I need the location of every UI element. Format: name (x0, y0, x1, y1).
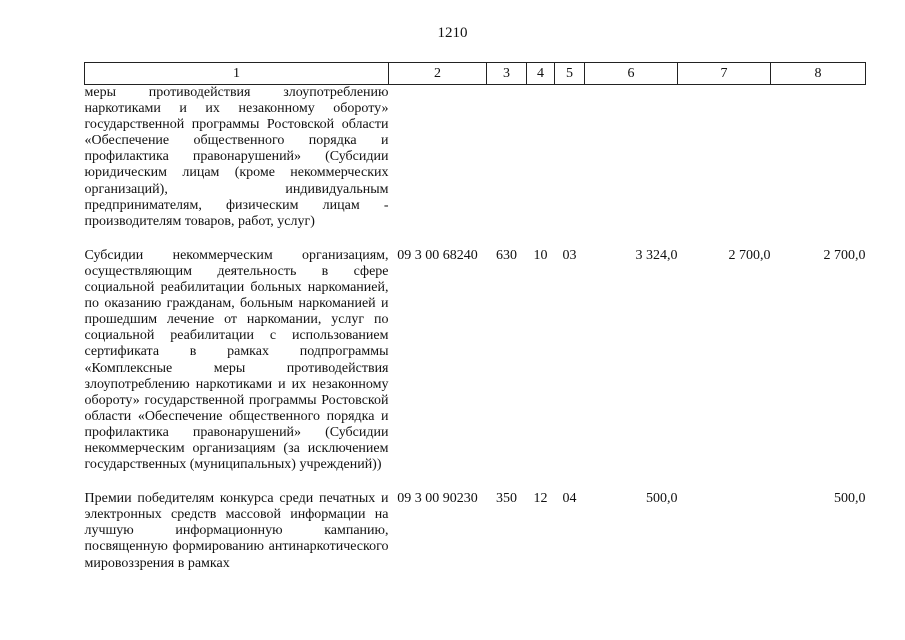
column-header-8: 8 (771, 63, 866, 85)
row-subsection (555, 85, 585, 239)
row-amount-year-2: 2 700,0 (728, 247, 771, 263)
row-description: Субсидии некоммерческим организациям, осуществляющим деятельность в сфере социальной реабилитации больных наркоманией, по оказанию гражданам, больным наркоманией и прошедшим лечение от наркомании, услуг по социальной реабилитации с использованием сертификата в рамках подпрограммы «Комплексные меры противодействия злоупотреблению наркотиками и их незаконному обороту» государственной программы Ростовской области «Обеспечение общественного порядка и профилактика правонарушений» (Субсидии некоммерческим организациям (за исключением государственных (муниципальных) учреждений)) (84, 247, 389, 473)
row-target-code (389, 85, 487, 239)
row-amount-year-3 (771, 85, 866, 239)
row-expense-type (487, 85, 527, 239)
row-subsection: 04 (562, 491, 577, 507)
row-expense-type: 630 (496, 247, 517, 263)
row-amount-year-3: 500,0 (834, 491, 866, 507)
column-number-header-row (85, 63, 866, 85)
column-header-6: 6 (585, 63, 678, 85)
column-header-1: 1 (85, 63, 389, 85)
row-description: меры противодействия злоупотреблению наркотиками и их незаконному обороту» государственной программы Ростовской области «Обеспечение общественного порядка и профилактика правонарушений» (Субсидии юридическим лицам (кроме некоммерческих организаций), индивидуальным предпринимателям, физическим лицам - производителям товаров, работ, услуг) (84, 85, 389, 229)
row-subsection: 03 (562, 247, 577, 263)
column-header-7: 7 (678, 63, 771, 85)
row-amount-year-2 (678, 85, 771, 239)
row-expense-type: 350 (496, 491, 517, 507)
column-header-2: 2 (389, 63, 487, 85)
table-row (85, 482, 866, 571)
budget-table (84, 62, 866, 572)
row-amount-year-1: 3 324,0 (635, 247, 678, 263)
row-section: 10 (533, 247, 548, 263)
column-header-4: 4 (527, 63, 555, 85)
table-row (85, 239, 866, 482)
row-amount-year-3: 2 700,0 (823, 247, 866, 263)
column-header-3: 3 (487, 63, 527, 85)
row-amount-year-1: 500,0 (646, 491, 678, 507)
row-section: 12 (533, 491, 548, 507)
row-amount-year-1 (585, 85, 678, 239)
column-header-5: 5 (555, 63, 585, 85)
page-number: 1210 (437, 25, 468, 41)
row-target-code: 09 3 00 90230 (397, 491, 478, 507)
row-amount-year-2 (678, 482, 771, 571)
table-row (85, 85, 866, 239)
row-section (527, 85, 555, 239)
row-description: Премии победителям конкурса среди печатных и электронных средств массовой информации на лучшую информационную кампанию, посвященную формированию антинаркотического мировоззрения в рамках (84, 491, 389, 571)
row-target-code: 09 3 00 68240 (397, 247, 478, 263)
